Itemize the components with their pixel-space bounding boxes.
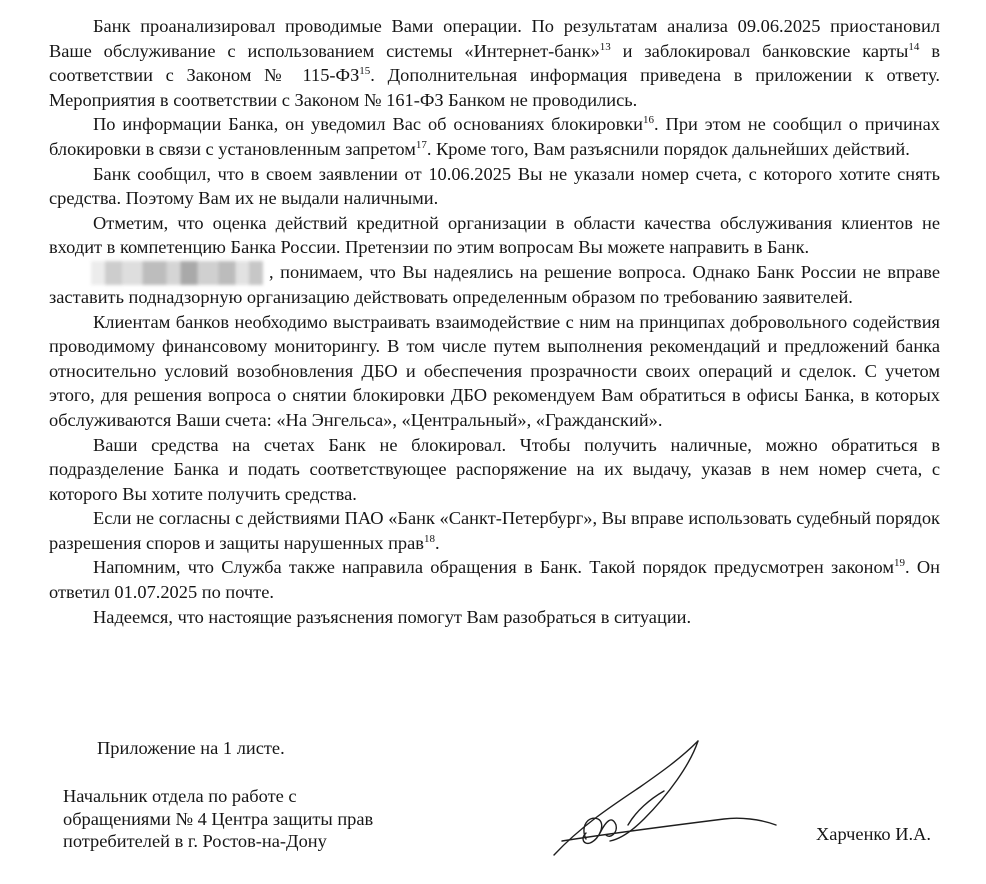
letter-paragraph	[49, 14, 940, 112]
paragraph-text: . Кроме того, Вам разъяснили порядок дальнейших действий.	[426, 138, 910, 159]
paragraph-text: Банк проанализировал проводимые Вами операции. По результатам анализа 09.06.2025 приостановил Ваше обслуживание с использованием системы «Интернет-банк»	[49, 16, 940, 61]
signer-name: Харченко И.А.	[816, 824, 931, 844]
paragraph-text: Надеемся, что настоящие разъяснения помогут Вам разобраться в ситуации.	[93, 606, 692, 627]
letter-paragraph	[49, 211, 940, 260]
attachment-note: Приложение на 1 листе.	[97, 738, 285, 758]
paragraph-text: в соответствии с Законом № 115-ФЗ	[49, 40, 940, 86]
paragraph-text: . Дополнительная информация приведена в приложении к ответу. Мероприятия в соответствии с Законом № 161-ФЗ Банком не проводились.	[49, 65, 940, 110]
paragraph-text: , понимаем, что Вы надеялись на решение вопроса. Однако Банк России не вправе заставить поднадзорную организацию действовать определенным образом по требованию заявителей.	[49, 261, 940, 307]
letter-paragraph	[49, 506, 940, 555]
footnote-reference: 17	[415, 138, 427, 151]
handwritten-signature-icon	[540, 735, 780, 865]
paragraph-text: Банк сообщил, что в своем заявлении от 10.06.2025 Вы не указали номер счета, с которого хотите снять средства. Поэтому Вам их не выдали наличными.	[49, 163, 940, 209]
footnote-reference: 19	[893, 557, 905, 570]
paragraph-text: .	[434, 532, 440, 553]
footnote-reference: 15	[359, 65, 371, 78]
signer-title-line: обращениями № 4 Центра защиты прав	[63, 808, 374, 829]
paragraph-text: Ваши средства на счетах Банк не блокировал. Чтобы получить наличные, можно обратиться в подразделение Банка и подать соответствующее распоряжение на их выдачу, указав в нем номер счета, с которого Вы хотите получить средства.	[49, 434, 940, 504]
paragraph-text: Если не согласны с действиями ПАО «Банк «Санкт-Петербург», Вы вправе использовать судебный порядок разрешения споров и защиты нарушенных прав	[49, 508, 940, 553]
footnote-reference: 16	[643, 114, 655, 127]
paragraph-text: Отметим, что оценка действий кредитной организации в области качества обслуживания клиентов не входит в компетенцию Банка России. Претензии по этим вопросам Вы можете направить в Банк.	[49, 212, 940, 258]
paragraph-text: Клиентам банков необходимо выстраивать взаимодействие с ним на принципах добровольного содействия проводимому финансовому мониторингу. В том числе путем выполнения рекомендаций и предложений банка относительно условий возобновления ДБО и обеспечения прозрачности своих операций и сделок. С учетом этого, для решения вопроса о снятии блокировки ДБО рекомендуем Вам обратиться в офисы Банка, в которых обслуживаются Ваши счета: «На Энгельса», «Центральный», «Гражданский».	[49, 311, 940, 430]
footnote-reference: 18	[423, 532, 435, 545]
signer-title-line: Начальник отдела по работе с	[63, 786, 297, 806]
signer-title	[63, 785, 373, 853]
letter-paragraph	[49, 605, 940, 630]
letter-paragraph	[49, 310, 940, 433]
paragraph-text: По информации Банка, он уведомил Вас об основаниях блокировки	[93, 114, 644, 135]
paragraph-text: и заблокировал банковские карты	[610, 40, 909, 61]
footnote-reference: 14	[908, 40, 920, 53]
letter-paragraph	[49, 555, 940, 604]
letter-paragraph	[49, 260, 940, 310]
letter-body	[49, 14, 940, 629]
footnote-reference: 13	[599, 40, 611, 53]
paragraph-text: . Он ответил 01.07.2025 по почте.	[49, 557, 940, 603]
paragraph-text: Напомним, что Служба также направила обращения в Банк. Такой порядок предусмотрен законом	[93, 557, 894, 578]
redacted-name-block	[91, 261, 263, 285]
signer-title-line: потребителей в г. Ростов-на-Дону	[63, 831, 327, 851]
letter-paragraph	[49, 112, 940, 161]
letter-paragraph	[49, 433, 940, 507]
letter-paragraph	[49, 162, 940, 211]
paragraph-text: . При этом не сообщил о причинах блокировки в связи с установленным запретом	[49, 114, 940, 159]
